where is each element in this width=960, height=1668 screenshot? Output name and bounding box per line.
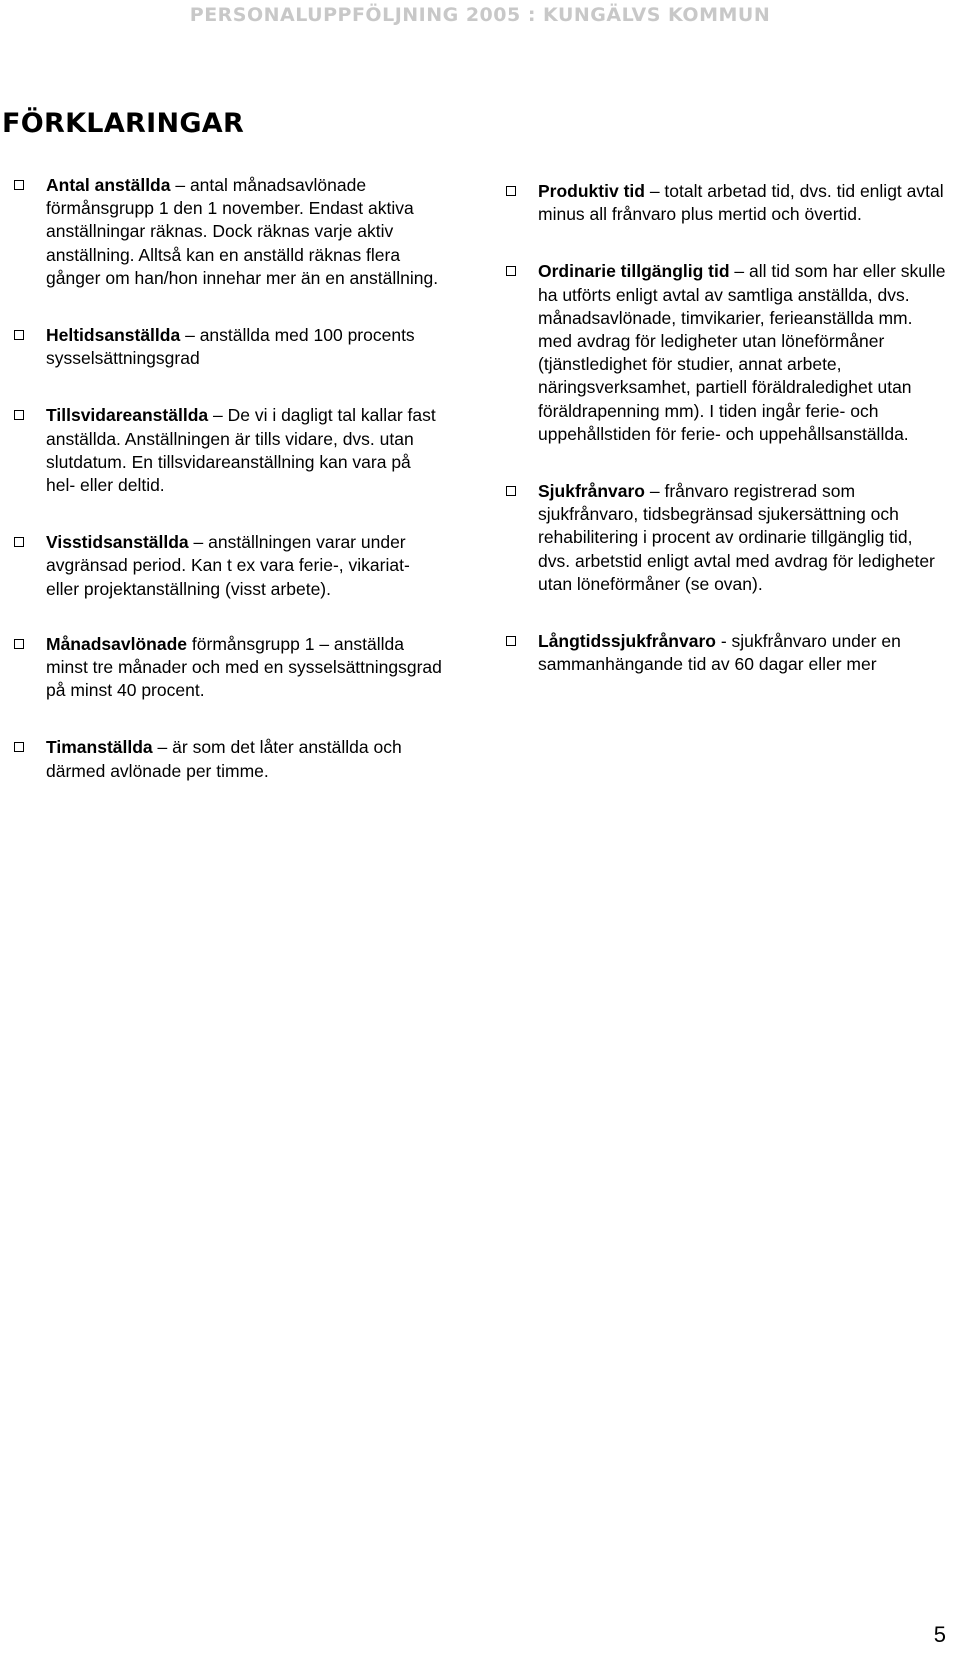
definition-text: sjukfrånvaro under en sammanhängande tid av 60 dagar eller mer xyxy=(538,631,901,675)
definition-term: Visstidsanställda xyxy=(46,532,189,553)
definition-text: anställda med 100 procents sysselsättningsgrad xyxy=(46,325,415,369)
definition-separator: – xyxy=(188,532,209,553)
definitions-right-column xyxy=(506,180,946,676)
definition-term: Timanställda xyxy=(46,737,153,758)
definition-term: Heltidsanställda xyxy=(46,325,181,346)
checkbox-bullet-icon xyxy=(506,186,516,196)
definition-sjukfranvaro xyxy=(506,480,946,596)
definition-tillsvidareanstallda xyxy=(14,404,444,497)
definition-text: förmånsgrupp 1 – anställda minst tre månader och med en sysselsättningsgrad på minst 40 procent. xyxy=(46,633,442,701)
definition-text: all tid som har eller skulle ha utförts enligt avtal av samtliga anställda, dvs. månadsavlönade, timvikarier, ferieanställda mm. med avdrag för ledigheter utan löneförmåner (tjänstledighet för studier, annat arbete, näringsverksamhet, partiell föräldraledighet utan föräldrapenning mm). I tiden ingår ferie- och uppehållstiden för ferie- och uppehållsanställda. xyxy=(538,261,946,444)
definition-text: frånvaro registrerad som sjukfrånvaro, tidsbegränsad sjukersättning och rehabilitering i procent av ordinarie tillgänglig tid, dvs. arbetstid enligt avtal med avdrag för ledigheter utan löneförmåner (se ovan). xyxy=(538,481,935,594)
definition-separator: – xyxy=(644,481,665,502)
definition-separator: – xyxy=(208,405,228,426)
definitions-left-column xyxy=(14,174,444,783)
definition-timanstallda xyxy=(14,736,444,782)
definition-separator: – xyxy=(729,261,750,282)
definition-term: Sjukfrånvaro xyxy=(538,481,645,502)
definition-text: De vi i dagligt tal kallar fast anställda. Anställningen är tills vidare, dvs. utan slutdatum. En tillsvidareanställning kan vara på hel- eller deltid. xyxy=(46,405,436,496)
checkbox-bullet-icon xyxy=(14,180,24,190)
definition-term: Tillsvidareanställda xyxy=(46,405,209,426)
definition-heltidsanstallda xyxy=(14,324,444,370)
definition-text: totalt arbetad tid, dvs. tid enligt avtal minus all frånvaro plus mertid och övertid. xyxy=(538,181,944,225)
checkbox-bullet-icon xyxy=(506,636,516,646)
definition-term: Månadsavlönade xyxy=(46,633,188,654)
checkbox-bullet-icon xyxy=(506,486,516,496)
definition-produktiv-tid xyxy=(506,180,946,226)
running-header: PERSONALUPPFÖLJNING 2005 : KUNGÄLVS KOMMUN xyxy=(189,4,771,26)
definition-langtidssjukfranvaro xyxy=(506,630,946,676)
definition-term: Produktiv tid xyxy=(538,181,645,201)
checkbox-bullet-icon xyxy=(14,410,24,420)
definition-text: antal månadsavlönade förmånsgrupp 1 den 1 november. Endast aktiva anställningar räknas. Dock räknas varje aktiv anställning. Alltså kan en anställd räknas flera gånger om han/hon innehar mer än en anställning. xyxy=(46,175,439,288)
definition-antal-anstallda xyxy=(14,174,444,290)
definition-separator: – xyxy=(170,175,190,195)
definition-term: Långtidssjukfrånvaro xyxy=(538,631,716,652)
definition-text: anställningen varar under avgränsad period. Kan t ex vara ferie-, vikariat- eller projektanställning (visst arbete). xyxy=(46,532,410,599)
definition-term: Ordinarie tillgänglig tid xyxy=(538,261,730,282)
checkbox-bullet-icon xyxy=(14,537,24,547)
checkbox-bullet-icon xyxy=(14,742,24,752)
definition-manadsavlonade xyxy=(14,633,444,703)
definition-ordinarie-tillganglig-tid xyxy=(506,260,946,446)
checkbox-bullet-icon xyxy=(14,639,24,649)
checkbox-bullet-icon xyxy=(506,266,516,276)
definition-separator: - xyxy=(715,631,732,652)
definition-visstidsanstallda xyxy=(14,531,444,601)
checkbox-bullet-icon xyxy=(14,330,24,340)
section-title: FÖRKLARINGAR xyxy=(2,108,245,139)
definition-text: är som det låter anställda och därmed avlönade per timme. xyxy=(46,737,402,781)
definition-term: Antal anställda xyxy=(46,175,171,195)
page-number: 5 xyxy=(933,1622,946,1647)
definition-separator: – xyxy=(644,181,665,201)
definition-separator: – xyxy=(180,325,200,346)
definition-separator: – xyxy=(152,737,173,758)
